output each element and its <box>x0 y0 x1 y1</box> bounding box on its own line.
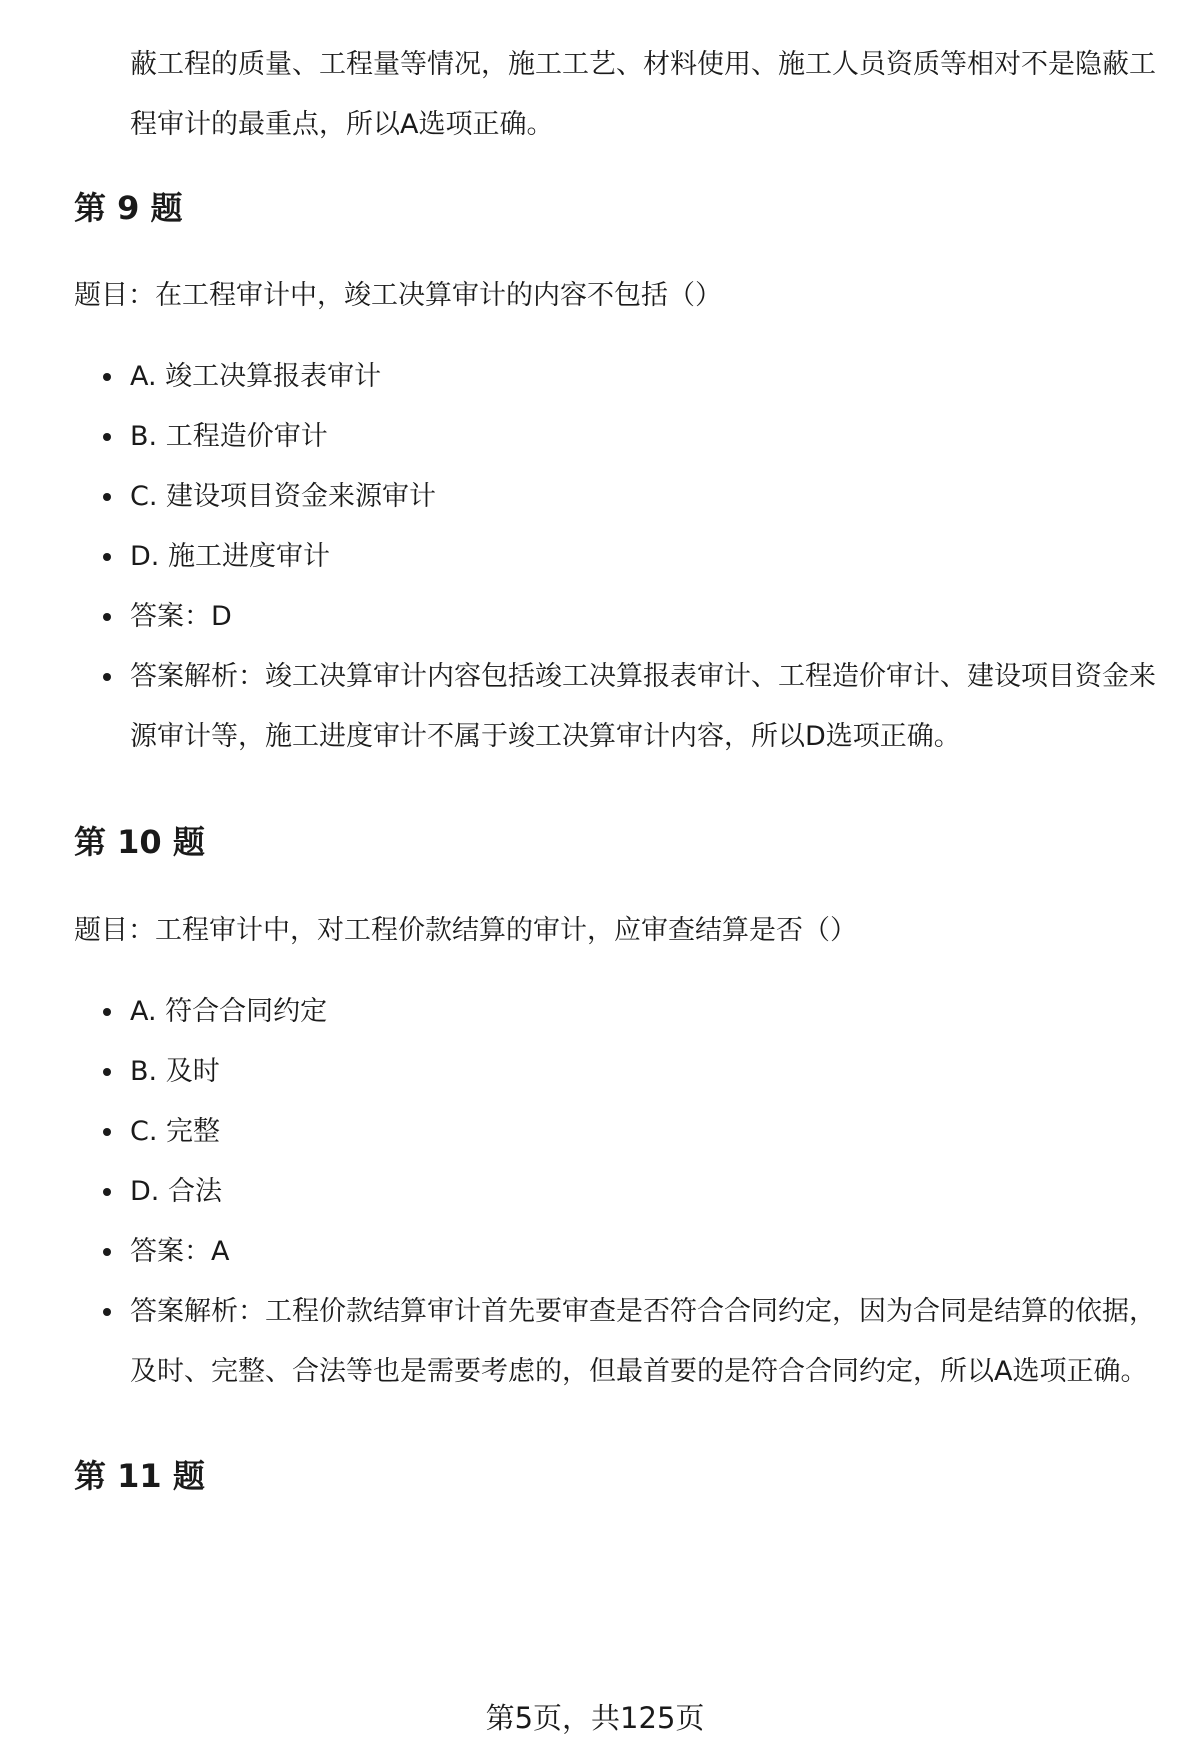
bullet-icon <box>103 1308 111 1316</box>
option-a-label: A. 符合合同约定 <box>130 996 328 1027</box>
option-a <box>0 347 1190 407</box>
question-11-heading: 第 11 题 <box>74 1457 205 1495</box>
bullet-icon <box>103 493 111 501</box>
answer <box>0 1222 1190 1282</box>
bullet-icon <box>103 1068 111 1076</box>
option-c <box>0 1102 1190 1162</box>
question-10-text: 题目：工程审计中，对工程价款结算的审计，应审查结算是否（） <box>74 915 857 946</box>
option-a-label: A. 竣工决算报表审计 <box>130 361 382 392</box>
bullet-icon <box>103 373 111 381</box>
answer-explanation <box>0 647 1190 767</box>
answer-label: 答案：A <box>130 1236 230 1267</box>
option-d-label: D. 合法 <box>130 1176 222 1207</box>
option-b <box>0 1042 1190 1102</box>
option-d <box>0 1162 1190 1222</box>
option-c-label: C. 完整 <box>130 1116 221 1147</box>
option-b-label: B. 及时 <box>130 1056 220 1087</box>
bullet-icon <box>103 433 111 441</box>
answer-explanation-text: 答案解析：竣工决算审计内容包括竣工决算报表审计、工程造价审计、建设项目资金来源审计等，施工进度审计不属于竣工决算审计内容，所以D选项正确。 <box>130 661 1156 752</box>
bullet-icon <box>103 553 111 561</box>
bullet-icon <box>103 1008 111 1016</box>
answer-label: 答案：D <box>130 601 232 632</box>
carryover-explanation: 蔽工程的质量、工程量等情况，施工工艺、材料使用、施工人员资质等相对不是隐蔽工程审计的最重点，所以A选项正确。 <box>130 49 1156 140</box>
bullet-icon <box>103 673 111 681</box>
bullet-icon <box>103 1128 111 1136</box>
option-b <box>0 407 1190 467</box>
option-a <box>0 982 1190 1042</box>
answer-explanation-text: 答案解析：工程价款结算审计首先要审查是否符合合同约定，因为合同是结算的依据，及时、完整、合法等也是需要考虑的，但最首要的是符合合同约定，所以A选项正确。 <box>130 1296 1156 1387</box>
bullet-icon <box>103 1248 111 1256</box>
question-10-heading: 第 10 题 <box>74 823 205 861</box>
answer-explanation <box>0 1282 1190 1402</box>
bullet-icon <box>103 1188 111 1196</box>
bullet-icon <box>103 613 111 621</box>
option-c <box>0 467 1190 527</box>
option-d-label: D. 施工进度审计 <box>130 541 330 572</box>
question-9-text: 题目：在工程审计中，竣工决算审计的内容不包括（） <box>74 280 722 311</box>
question-10-options <box>0 982 1190 1402</box>
question-9-heading: 第 9 题 <box>74 189 183 227</box>
answer <box>0 587 1190 647</box>
option-b-label: B. 工程造价审计 <box>130 421 328 452</box>
page-number: 第5页，共125页 <box>485 1701 705 1735</box>
option-c-label: C. 建设项目资金来源审计 <box>130 481 437 512</box>
question-9-options <box>0 347 1190 767</box>
option-d <box>0 527 1190 587</box>
